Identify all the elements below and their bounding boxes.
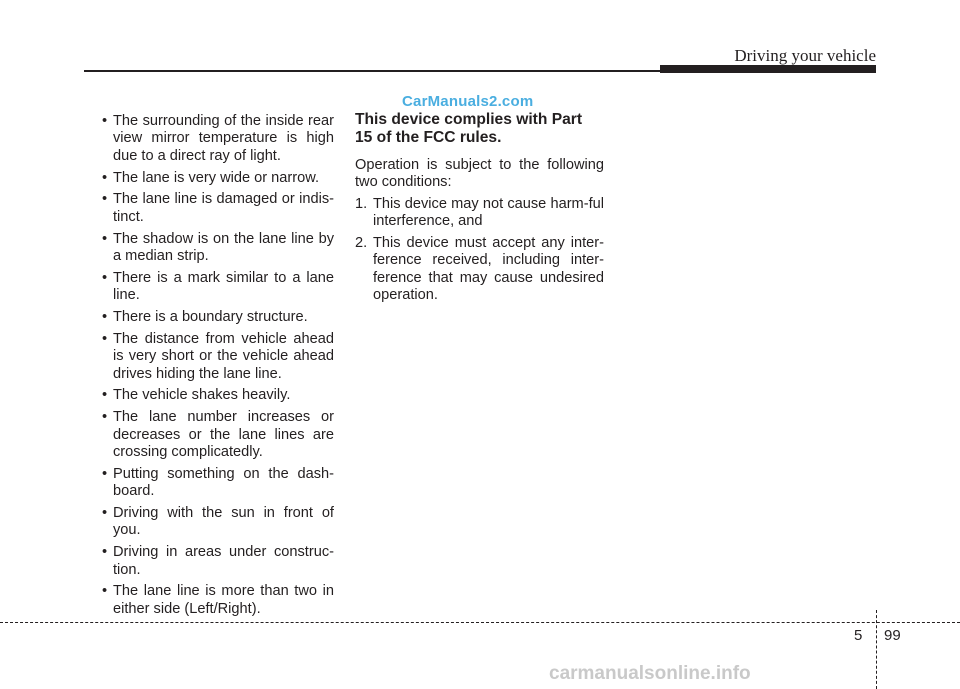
list-item-text: This device must accept any inter-ference received, including inter-ference that may cause undesired operation. (373, 235, 604, 304)
list-item (100, 583, 334, 618)
footer-rule (0, 622, 960, 623)
bullet-icon: • (102, 113, 108, 129)
section-title: Driving your vehicle (734, 46, 876, 65)
list-item-number: 1. (355, 195, 368, 212)
list-item (100, 505, 334, 540)
fcc-conditions-list (355, 196, 604, 305)
watermark-carmanualsonline[interactable]: carmanualsonline.info (549, 663, 751, 684)
list-item-number: 2. (355, 235, 368, 252)
bullet-icon: • (102, 544, 108, 561)
list-item-text: There is a boundary structure. (113, 309, 308, 326)
bullet-icon: • (102, 230, 108, 247)
header-rule (84, 70, 660, 72)
bullet-icon: • (102, 191, 108, 208)
fcc-intro: Operation is subject to the following two conditions: (355, 157, 604, 191)
list-item (100, 331, 334, 383)
list-item-text: The shadow is on the lane line by a median strip. (113, 230, 334, 265)
list-item (100, 231, 334, 266)
list-item (100, 387, 334, 404)
list-item-text: The lane line is more than two in either side (Left/Right). (113, 583, 334, 617)
bullet-icon: • (102, 465, 108, 482)
list-item-text: Putting something on the dash-board. (113, 465, 334, 500)
list-item-text: The lane line is damaged or indis-tinct. (113, 191, 334, 225)
list-item (100, 113, 334, 165)
bullet-icon: • (102, 169, 108, 186)
list-item (100, 309, 334, 326)
bullet-icon: • (102, 505, 108, 522)
list-item-text: Driving in areas under construc-tion. (113, 544, 334, 578)
page-number-divider (876, 610, 877, 689)
list-item-text: This device may not cause harm-ful interference, and (373, 195, 604, 230)
list-item (100, 544, 334, 579)
conditions-bullet-list (100, 113, 334, 618)
list-item-text: The distance from vehicle ahead is very short or the vehicle ahead drives hiding the lane line. (113, 330, 334, 382)
bullet-icon: • (102, 309, 108, 326)
bullet-icon: • (102, 409, 108, 426)
watermark-carmanuals2[interactable]: CarManuals2.com (402, 93, 534, 110)
page-number: 99 (884, 627, 901, 644)
list-item-text: The lane number increases or decreases or the lane lines are crossing complicatedly. (113, 409, 334, 461)
list-item (100, 191, 334, 226)
list-item (100, 466, 334, 501)
chapter-number: 5 (854, 627, 863, 644)
list-item (355, 235, 604, 305)
bullet-icon: • (102, 330, 108, 347)
list-item (100, 409, 334, 461)
list-item-text: Driving with the sun in front of you. (113, 505, 334, 539)
bullet-icon: • (102, 583, 108, 600)
bullet-icon: • (102, 269, 108, 286)
list-item-text: There is a mark similar to a lane line. (113, 269, 334, 304)
bullet-icon: • (102, 387, 108, 404)
list-item-text: The surrounding of the inside rear view mirror temperature is high due to a direct ray of light. (113, 113, 334, 164)
list-item (100, 270, 334, 305)
fcc-heading: This device complies with Part 15 of the FCC rules. (355, 111, 583, 146)
list-item (355, 196, 604, 231)
list-item (100, 170, 334, 187)
header-rule-accent (660, 65, 876, 73)
right-column (355, 111, 604, 309)
list-item-text: The vehicle shakes heavily. (113, 387, 291, 404)
list-item-text: The lane is very wide or narrow. (113, 169, 320, 186)
left-column (100, 113, 334, 623)
